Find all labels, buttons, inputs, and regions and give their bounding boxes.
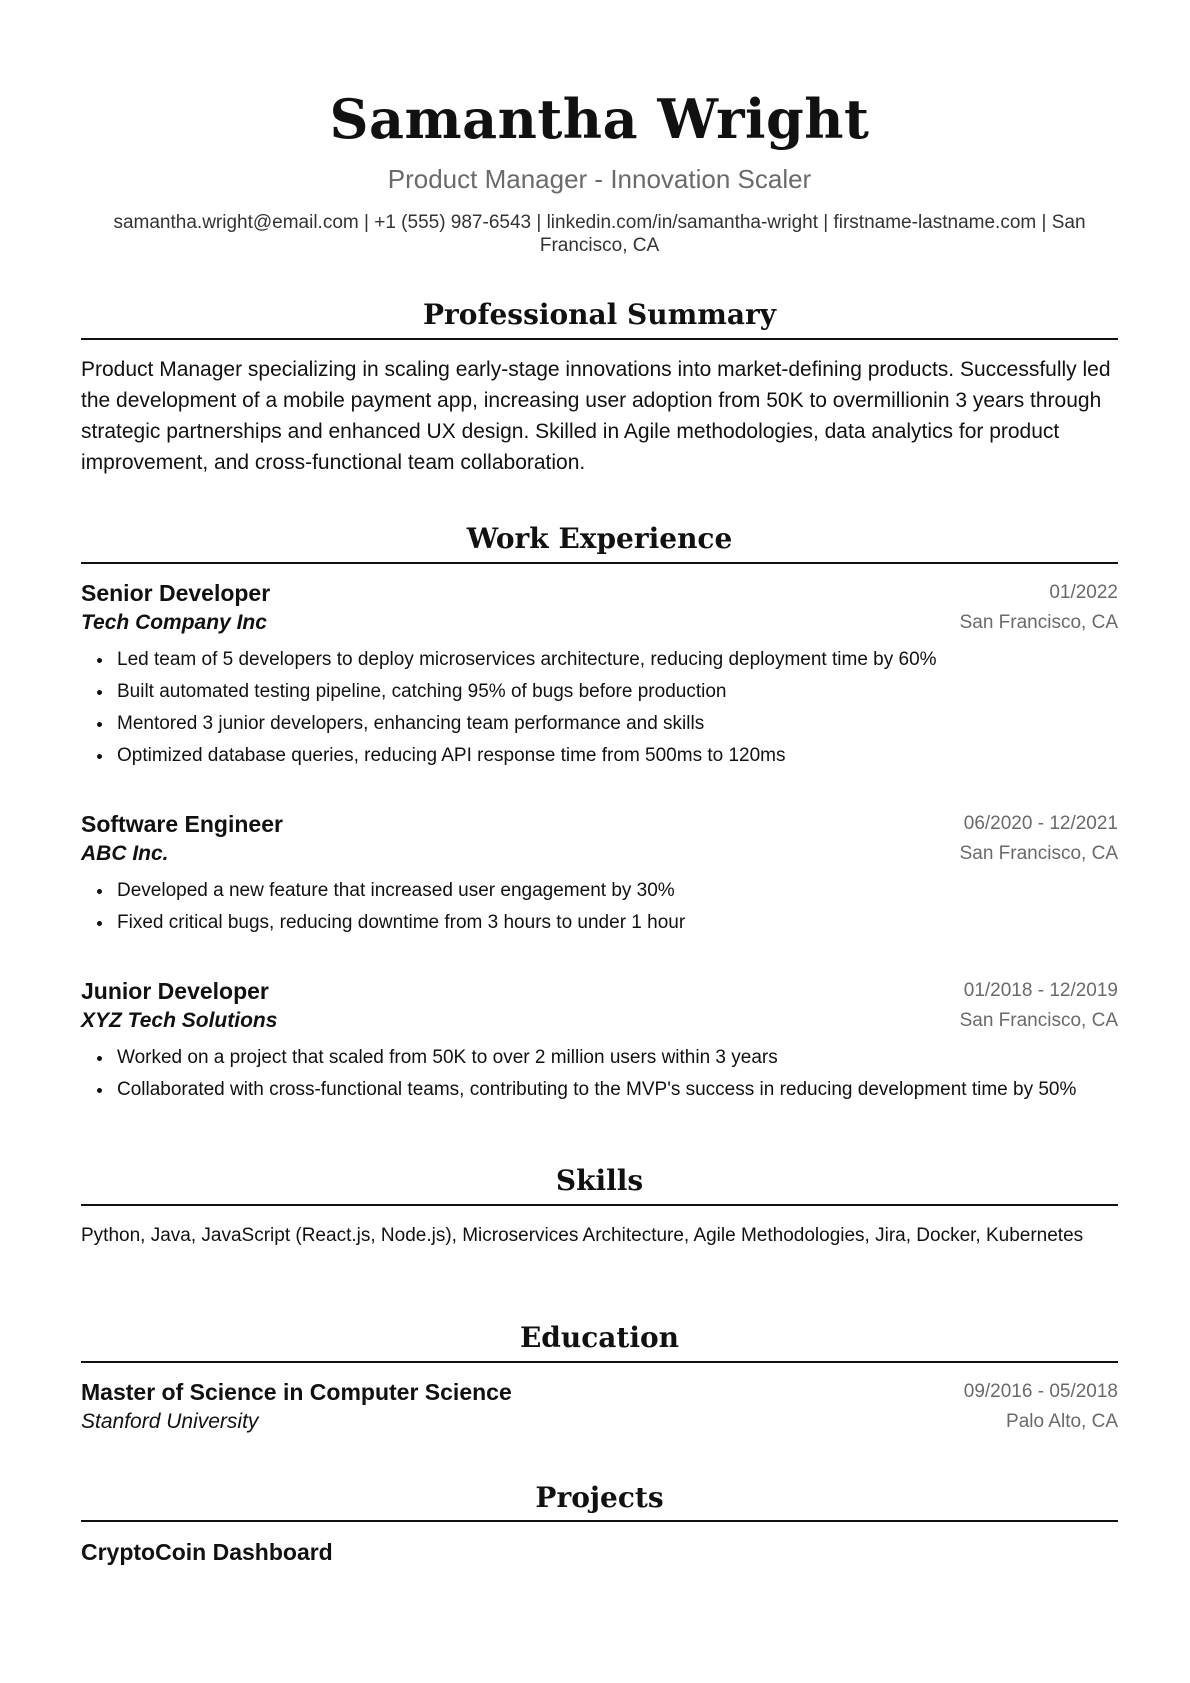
bullet-icon <box>97 921 102 926</box>
job-bullets <box>81 1042 1118 1106</box>
project-entry <box>81 1537 1118 1567</box>
bullet-text: Collaborated with cross-functional teams, contributing to the MVP's success in reducing development time by 50% <box>117 1079 1077 1100</box>
education-entry <box>81 1377 1118 1437</box>
list-item <box>81 676 1118 708</box>
job-entry <box>81 809 1118 939</box>
bullet-icon <box>97 1056 102 1061</box>
list-item <box>81 1074 1118 1106</box>
school-name: Stanford University <box>81 1410 259 1433</box>
bullet-text: Led team of 5 developers to deploy microservices architecture, reducing deployment time by 60% <box>117 649 937 670</box>
section-title-education: Education <box>519 1321 680 1354</box>
project-name: CryptoCoin Dashboard <box>81 1539 333 1565</box>
summary-text: Product Manager specializing in scaling early-stage innovations into market-defining products. Successfully led the development of a mobile payment app, increasing user adoption from 50K to overmillionin 3 years through strategic partnerships and enhanced UX design. Skilled in Agile methodologies, data analytics for product improvement, and cross-functional team collaboration. <box>81 358 1111 474</box>
bullet-icon <box>97 658 102 663</box>
job-dates: 01/2022 <box>1049 582 1118 603</box>
job-entry <box>81 578 1118 772</box>
bullet-icon <box>97 690 102 695</box>
candidate-headline: Product Manager - Innovation Scaler <box>387 164 812 194</box>
job-bullets <box>81 875 1118 939</box>
list-item <box>81 907 1118 939</box>
section-divider <box>81 1520 1118 1522</box>
job-location: San Francisco, CA <box>959 612 1118 633</box>
job-location: San Francisco, CA <box>959 843 1118 864</box>
job-company: Tech Company Inc <box>81 611 267 634</box>
job-role: Software Engineer <box>81 811 283 837</box>
list-item <box>81 1042 1118 1074</box>
bullet-icon <box>97 889 102 894</box>
section-title-summary: Professional Summary <box>422 298 777 331</box>
degree-title: Master of Science in Computer Science <box>81 1379 512 1405</box>
bullet-text: Mentored 3 junior developers, enhancing team performance and skills <box>117 713 705 734</box>
job-dates: 06/2020 - 12/2021 <box>963 813 1118 834</box>
section-divider <box>81 1204 1118 1206</box>
bullet-text: Fixed critical bugs, reducing downtime from 3 hours to under 1 hour <box>117 912 686 933</box>
education-location: Palo Alto, CA <box>1006 1411 1118 1432</box>
list-item <box>81 708 1118 740</box>
bullet-text: Worked on a project that scaled from 50K to over 2 million users within 3 years <box>117 1047 778 1068</box>
job-location: San Francisco, CA <box>959 1010 1118 1031</box>
list-item <box>81 875 1118 907</box>
section-title-projects: Projects <box>535 1481 664 1514</box>
list-item <box>81 740 1118 772</box>
job-dates: 01/2018 - 12/2019 <box>963 980 1118 1001</box>
section-title-skills: Skills <box>555 1164 644 1197</box>
job-role: Junior Developer <box>81 978 269 1004</box>
bullet-text: Developed a new feature that increased user engagement by 30% <box>117 880 675 901</box>
job-bullets <box>81 644 1118 772</box>
education-dates: 09/2016 - 05/2018 <box>963 1381 1118 1402</box>
job-company: ABC Inc. <box>81 842 169 865</box>
job-entry <box>81 976 1118 1106</box>
job-role: Senior Developer <box>81 580 271 606</box>
bullet-icon <box>97 722 102 727</box>
bullet-icon <box>97 1088 102 1093</box>
section-divider <box>81 338 1118 340</box>
section-divider <box>81 1361 1118 1363</box>
skills-text: Python, Java, JavaScript (React.js, Node.js), Microservices Architecture, Agile Methodologies, Jira, Docker, Kubernetes <box>81 1225 1084 1246</box>
section-title-experience: Work Experience <box>466 522 733 555</box>
job-company: XYZ Tech Solutions <box>81 1009 278 1032</box>
candidate-name: Samantha Wright <box>329 87 870 151</box>
bullet-text: Built automated testing pipeline, catching 95% of bugs before production <box>117 681 727 702</box>
contact-line: samantha.wright@email.com | +1 (555) 987-6543 | linkedin.com/in/samantha-wright | firstname-lastname.com | San Francisco, CA <box>113 212 1086 256</box>
bullet-text: Optimized database queries, reducing API response time from 500ms to 120ms <box>117 745 786 766</box>
section-divider <box>81 562 1118 564</box>
list-item <box>81 644 1118 676</box>
bullet-icon <box>97 754 102 759</box>
